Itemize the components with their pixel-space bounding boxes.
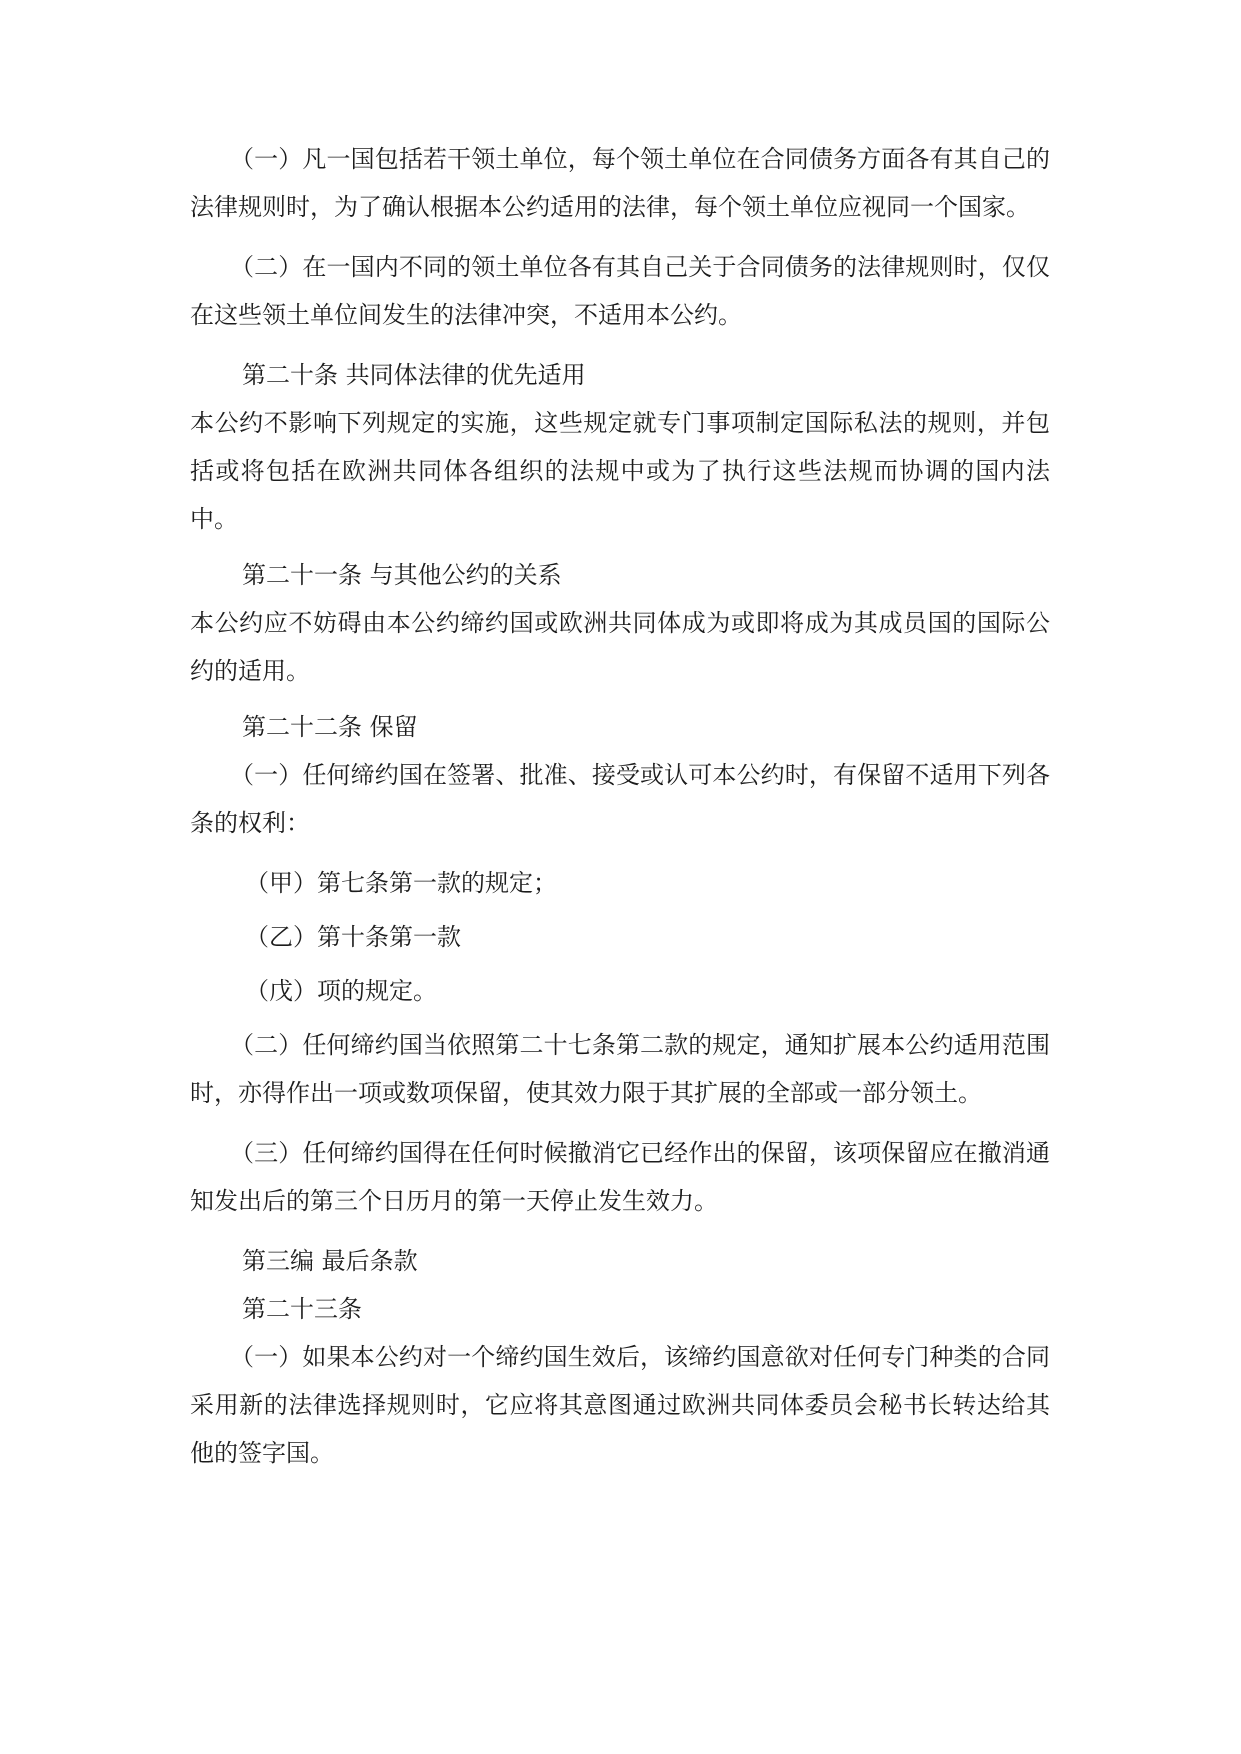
- article-22-clause-3: （三）任何缔约国得在任何时候撤消它已经作出的保留，该项保留应在撤消通知发出后的第三个日历月的第一天停止发生效力。: [190, 1139, 1050, 1215]
- article-20-body: 本公约不影响下列规定的实施，这些规定就专门事项制定国际私法的规则，并包括或将包括在欧洲共同体各组织的法规中或为了执行这些法规而协调的国内法中。: [190, 409, 1050, 533]
- document-page: [190, 135, 1050, 1489]
- article-21-heading: 第二十一条 与其他公约的关系: [242, 561, 562, 589]
- paragraph-territorial-units: （一）凡一国包括若干领土单位，每个领土单位在合同债务方面各有其自己的法律规则时，为了确认根据本公约适用的法律，每个领土单位应视同一个国家。: [190, 145, 1050, 221]
- paragraph-internal-conflicts: （二）在一国内不同的领土单位各有其自己关于合同债务的法律规则时，仅仅在这些领土单位间发生的法律冲突，不适用本公约。: [190, 253, 1050, 329]
- article-22-clause-1: （一）任何缔约国在签署、批准、接受或认可本公约时，有保留不适用下列各条的权利：: [190, 761, 1050, 837]
- article-22-item-jia: （甲）第七条第一款的规定；: [245, 869, 557, 897]
- article-22-item-wu: （戊）项的规定。: [245, 977, 437, 1005]
- part-3-heading: 第三编 最后条款: [242, 1247, 418, 1275]
- article-21-body: 本公约应不妨碍由本公约缔约国或欧洲共同体成为或即将成为其成员国的国际公约的适用。: [190, 609, 1050, 685]
- article-20-heading: 第二十条 共同体法律的优先适用: [242, 361, 586, 389]
- article-22-clause-2: （二）任何缔约国当依照第二十七条第二款的规定，通知扩展本公约适用范围时，亦得作出一项或数项保留，使其效力限于其扩展的全部或一部分领土。: [190, 1031, 1050, 1107]
- article-22-heading: 第二十二条 保留: [242, 713, 418, 741]
- article-23-heading: 第二十三条: [242, 1295, 362, 1323]
- article-23-clause-1: （一）如果本公约对一个缔约国生效后，该缔约国意欲对任何专门种类的合同采用新的法律选择规则时，它应将其意图通过欧洲共同体委员会秘书长转达给其他的签字国。: [190, 1343, 1050, 1467]
- article-22-item-yi: （乙）第十条第一款: [245, 923, 461, 951]
